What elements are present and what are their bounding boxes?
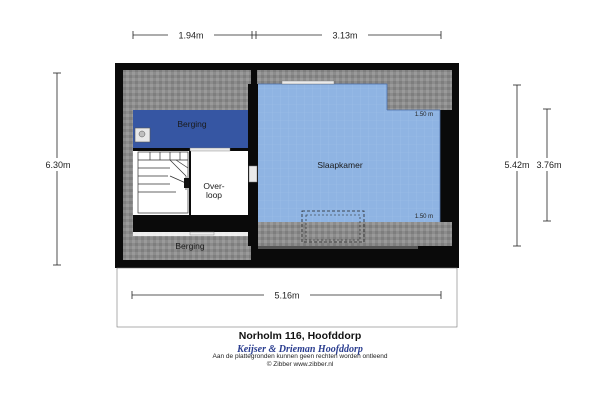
dimension-top — [133, 29, 441, 41]
eaves-left — [123, 110, 133, 232]
dim-top-left-label: 1.94m — [178, 30, 204, 41]
room-label-berging-bottom: Berging — [175, 241, 205, 251]
stairwell — [133, 151, 190, 215]
dim-right-inner-label: 3.76m — [536, 160, 562, 170]
room-label-slaapkamer: Slaapkamer — [317, 160, 363, 170]
disclaimer-text: Aan de plattegronden kunnen geen rechten worden ontleend — [212, 353, 388, 360]
dim-top-right-label: 3.13m — [332, 30, 358, 41]
dim-bottom-label: 5.16m — [274, 290, 300, 301]
door-berging-top — [190, 148, 230, 151]
eaves-top-left — [123, 70, 251, 110]
height-mark-upper: 1.50 m — [414, 112, 434, 118]
dimension-left — [36, 73, 80, 265]
room-label-overloop-2: loop — [205, 190, 223, 200]
agent-name: Keijser & Drieman Hoofddorp — [237, 344, 363, 355]
room-label-berging-top: Berging — [177, 119, 207, 129]
height-mark-lower: 1.50 m — [414, 214, 434, 220]
floor-plan-body — [115, 63, 459, 268]
dim-right-outer-label: 5.42m — [504, 160, 530, 170]
address-title: Norholm 116, Hoofddorp — [238, 330, 362, 342]
door-berging-bottom — [190, 232, 214, 235]
window-strip-bottom — [258, 246, 418, 249]
credit-link[interactable]: © Zibber www.zibber.nl — [266, 361, 334, 368]
dimension-right — [497, 85, 569, 246]
eaves-top-right-corner — [387, 84, 452, 110]
room-label-overloop-1: Over- — [203, 181, 225, 191]
dim-left-label: 6.30m — [45, 160, 71, 170]
dimension-bottom — [117, 268, 457, 327]
door-slaapkamer — [249, 166, 257, 182]
skylight-top — [282, 81, 334, 84]
